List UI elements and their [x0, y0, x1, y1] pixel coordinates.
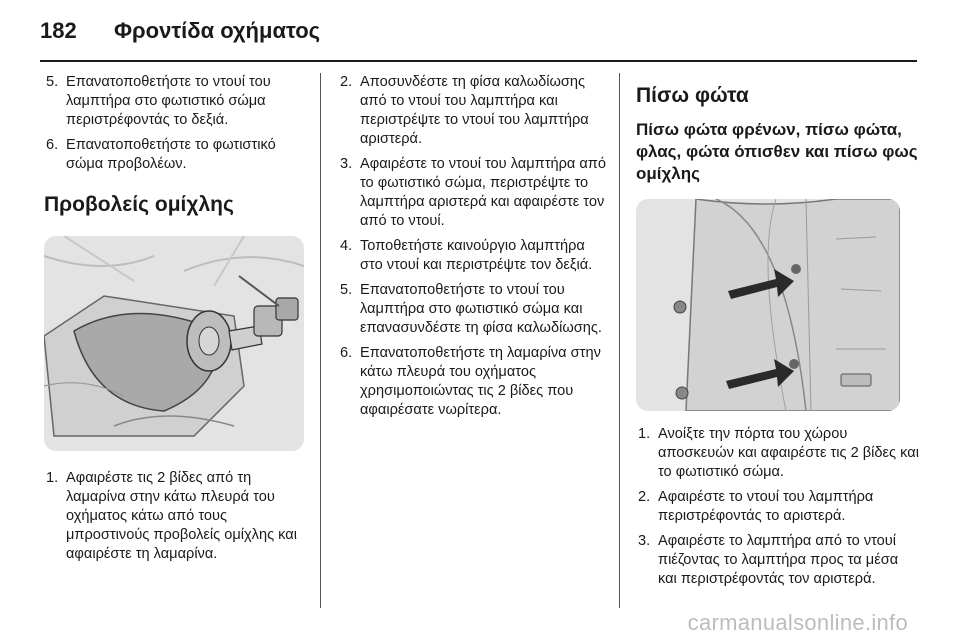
column-3	[636, 73, 920, 595]
step-text: Επανατοποθετήστε το φωτιστικό σώμα προβολέων.	[66, 137, 276, 172]
step-text: Αφαιρέστε το λαμπτήρα από το ντουί πιέζοντας το λαμπτήρα προς τα μέσα και περιστρέφοντάς τον αριστερά.	[658, 533, 899, 587]
list-item: 5. Επανατοποθετήστε το ντουί του λαμπτήρα στο φωτιστικό σώμα και επανασυνδέστε τη φίσα καλωδίωσης.	[340, 282, 602, 336]
fog-steps-top	[44, 73, 310, 174]
step-text: Αφαιρέστε το ντουί του λαμπτήρα περιστρέφοντάς το αριστερά.	[658, 489, 874, 524]
column-divider-2	[619, 73, 620, 608]
step-text: Ανοίξτε την πόρτα του χώρου αποσκευών και αφαιρέστε τις 2 βίδες και το φωτιστικό σώμα.	[658, 426, 919, 480]
fog-lights-heading: Προβολείς ομίχλης	[44, 193, 234, 216]
watermark: carmanualsonline.info	[687, 610, 908, 635]
list-item: 1. Αφαιρέστε τις 2 βίδες από τη λαμαρίνα στην κάτω πλευρά του οχήματος κάτω από τους μπροστινούς προβολείς ομίχλης και αφαιρέστε τη λαμαρίνα.	[46, 470, 297, 562]
page-title: Φροντίδα οχήματος	[114, 18, 321, 43]
list-item: 2. Αποσυνδέστε τη φίσα καλωδίωσης από το ντουί του λαμπτήρα και περιστρέψτε το ντουί του λαμπτήρα αριστερά.	[340, 74, 589, 147]
step-text: Τοποθετήστε καινούργιο λαμπτήρα στο ντουί και περιστρέψτε τον δεξιά.	[360, 238, 593, 273]
column-2	[338, 73, 606, 426]
list-item: 5. Επανατοποθετήστε το ντουί του λαμπτήρα στο φωτιστικό σώμα περιστρέφοντάς το δεξιά.	[46, 74, 271, 128]
step-text: Επανατοποθετήστε το ντουί του λαμπτήρα στο φωτιστικό σώμα περιστρέφοντάς το δεξιά.	[66, 74, 271, 128]
fog-lamp-bulb-illustration	[44, 236, 304, 451]
fog-steps-continued	[338, 73, 606, 420]
page-number: 182	[40, 18, 77, 43]
column-1	[44, 73, 310, 570]
list-item: 2. Αφαιρέστε το ντουί του λαμπτήρα περιστρέφοντάς το αριστερά.	[638, 489, 874, 524]
column-divider-1	[320, 73, 321, 608]
rear-light-steps	[636, 425, 920, 589]
rear-lights-subheading: Πίσω φώτα φρένων, πίσω φώτα, φλας, φώτα όπισθεν και πίσω φως ομίχλης	[636, 120, 918, 183]
step-text: Αποσυνδέστε τη φίσα καλωδίωσης από το ντουί του λαμπτήρα και περιστρέψτε το ντουί του λαμπτήρα αριστερά.	[360, 74, 589, 147]
fog-steps-bottom	[44, 469, 310, 564]
rear-lights-heading: Πίσω φώτα	[636, 84, 749, 107]
step-text: Αφαιρέστε το ντουί του λαμπτήρα από το φωτιστικό σώμα, περιστρέψτε το λαμπτήρα αριστερά και αφαιρέστε τον από το ντουί.	[360, 156, 606, 229]
header-rule	[40, 60, 917, 62]
list-item: 3. Αφαιρέστε το ντουί του λαμπτήρα από το φωτιστικό σώμα, περιστρέψτε το λαμπτήρα αριστερά και αφαιρέστε τον από το ντουί.	[340, 156, 606, 229]
rear-light-figure	[636, 199, 900, 411]
step-text: Αφαιρέστε τις 2 βίδες από τη λαμαρίνα στην κάτω πλευρά του οχήματος κάτω από τους μπροστινούς προβολείς ομίχλης και αφαιρέστε τη λαμαρίνα.	[66, 470, 297, 562]
step-text: Επανατοποθετήστε το ντουί του λαμπτήρα στο φωτιστικό σώμα και επανασυνδέστε τη φίσα καλωδίωσης.	[360, 282, 602, 336]
step-text: Επανατοποθετήστε τη λαμαρίνα στην κάτω πλευρά του οχήματος χρησιμοποιώντας τις 2 βίδες που αφαιρέσατε νωρίτερα.	[360, 345, 601, 418]
list-item: 3. Αφαιρέστε το λαμπτήρα από το ντουί πιέζοντας το λαμπτήρα προς τα μέσα και περιστρέφοντάς τον αριστερά.	[638, 533, 899, 587]
list-item: 6. Επανατοποθετήστε το φωτιστικό σώμα προβολέων.	[46, 137, 276, 172]
fog-lamp-figure	[44, 236, 304, 451]
list-item: 6. Επανατοποθετήστε τη λαμαρίνα στην κάτω πλευρά του οχήματος χρησιμοποιώντας τις 2 βίδες που αφαιρέσατε νωρίτερα.	[340, 345, 601, 418]
list-item: 1. Ανοίξτε την πόρτα του χώρου αποσκευών και αφαιρέστε τις 2 βίδες και το φωτιστικό σώμα.	[638, 426, 919, 480]
rear-light-screws-illustration	[636, 199, 900, 411]
list-item: 4. Τοποθετήστε καινούργιο λαμπτήρα στο ντουί και περιστρέψτε τον δεξιά.	[340, 238, 593, 273]
